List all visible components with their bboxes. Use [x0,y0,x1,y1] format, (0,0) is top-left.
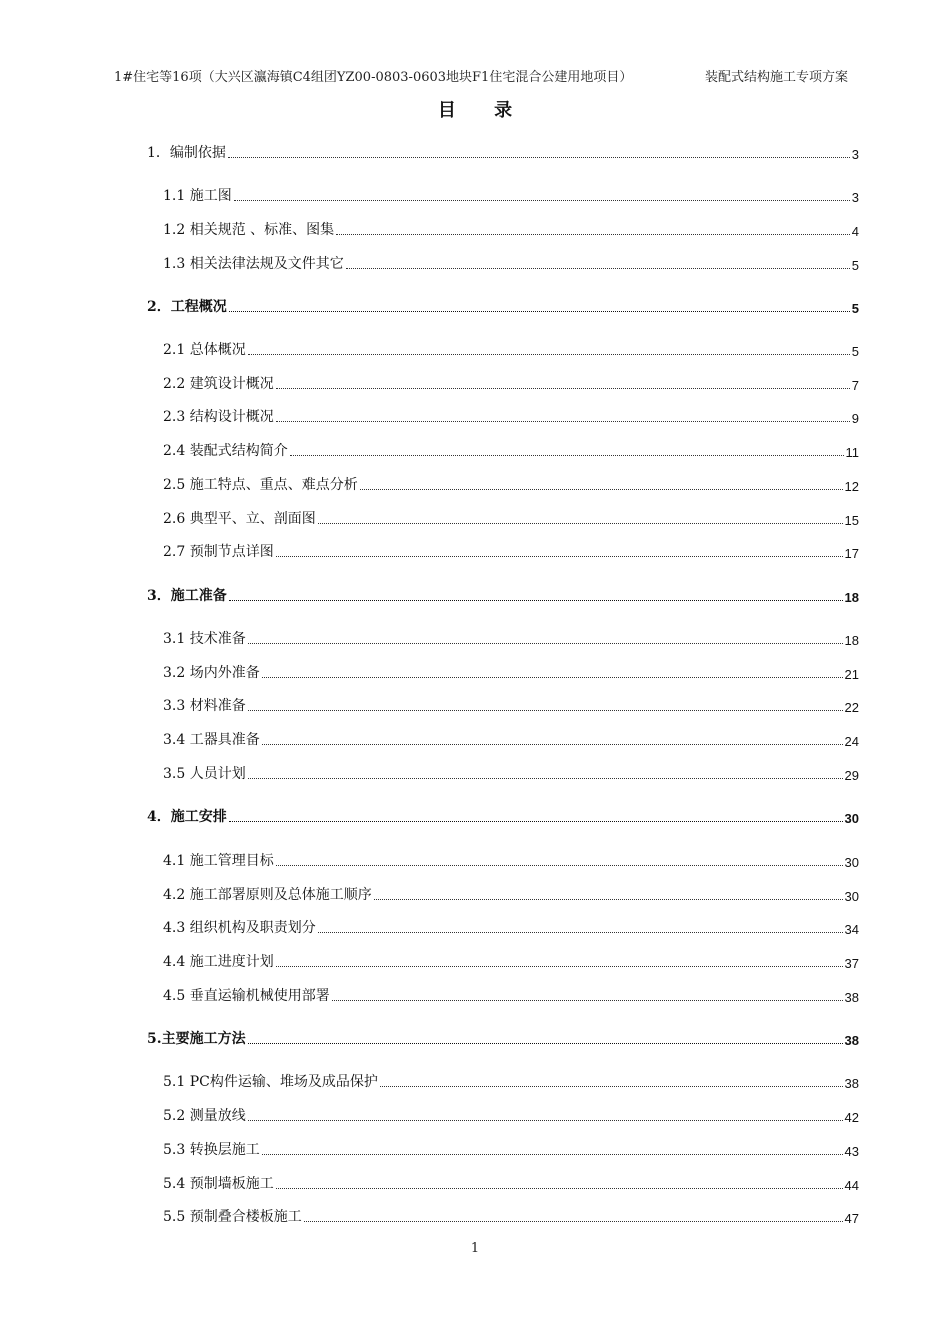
toc-dot-leader [360,488,843,490]
toc-entry-page: 17 [844,546,859,561]
toc-entry[interactable] [163,850,859,870]
toc-entry-title: 2.7 预制节点详图 [163,544,274,560]
toc-dot-leader [248,1119,843,1121]
toc-entry-title: 5.5 预制叠合楼板施工 [163,1209,302,1225]
toc-entry-title: 5.主要施工方法 [147,1031,246,1047]
project-title: 1#住宅等16项（大兴区瀛海镇C4组团YZ00-0803-0603地块F1住宅混合公建用地项目） [114,70,633,85]
toc-entry-title: 3．施工准备 [147,588,227,604]
toc-entry-page: 47 [844,1211,859,1226]
toc-dot-leader [276,420,850,422]
toc-dot-leader [276,1187,843,1189]
toc-entry[interactable] [163,951,859,971]
toc-entry-page: 38 [844,1033,859,1048]
toc-entry-page: 38 [844,990,859,1005]
toc-entry-title: 2.2 建筑设计概况 [163,376,274,392]
toc-entry-title: 2．工程概况 [147,299,227,315]
toc-entry-page: 38 [844,1076,859,1091]
toc-entry[interactable] [163,695,859,715]
toc-entry-page: 9 [851,411,859,426]
toc-entry[interactable] [163,662,859,682]
toc-dot-leader [248,709,843,711]
toc-entry-title: 1．编制依据 [147,145,226,161]
toc-dot-leader [318,522,843,524]
toc-dot-leader [229,599,843,601]
toc-entry[interactable] [147,1028,859,1048]
toc-entry-page: 43 [844,1144,859,1159]
toc-entry-page: 42 [844,1110,859,1125]
toc-entry[interactable] [163,985,859,1005]
toc-entry-page: 4 [851,224,859,239]
toc-dot-leader [336,233,850,235]
toc-dot-leader [262,676,843,678]
toc-dot-leader [262,1153,843,1155]
toc-entry-title: 5.3 转换层施工 [163,1142,260,1158]
toc-entry-page: 7 [851,378,859,393]
toc-entry-page: 5 [851,301,859,316]
toc-entry[interactable] [147,142,859,162]
toc-dot-leader [276,555,843,557]
toc-dot-leader [346,267,850,269]
toc-entry[interactable] [163,884,859,904]
toc-entry-title: 4.3 组织机构及职责划分 [163,920,316,936]
toc-entry-title: 1.1 施工图 [163,188,232,204]
toc-entry-page: 5 [851,344,859,359]
toc-entry-title: 3.5 人员计划 [163,766,246,782]
toc-entry-title: 4.2 施工部署原则及总体施工顺序 [163,887,372,903]
toc-entry-page: 12 [844,479,859,494]
toc-entry-title: 2.4 装配式结构简介 [163,443,288,459]
toc-dot-leader [374,898,843,900]
toc-dot-leader [318,931,843,933]
toc-entry-page: 3 [851,147,859,162]
toc-dot-leader [248,642,843,644]
toc-entry[interactable] [163,1139,859,1159]
toc-entry-page: 5 [851,258,859,273]
toc-entry-title: 4.1 施工管理目标 [163,853,274,869]
toc-dot-leader [276,864,843,866]
toc-entry-page: 24 [844,734,859,749]
toc-dot-leader [229,310,850,312]
toc-dot-leader [332,999,843,1001]
toc-entry[interactable] [163,1206,859,1226]
toc-entry-page: 30 [844,811,859,826]
toc-entry-title: 3.4 工器具准备 [163,732,260,748]
toc-entry[interactable] [163,373,859,393]
toc-entry-title: 3.1 技术准备 [163,631,246,647]
toc-dot-leader [234,199,850,201]
toc-entry-page: 18 [844,590,859,605]
toc-entry[interactable] [163,763,859,783]
toc-entry[interactable] [163,339,859,359]
toc-entry-page: 3 [851,190,859,205]
toc-entry[interactable] [163,406,859,426]
toc-dot-leader [229,820,843,822]
toc-entry-page: 29 [844,768,859,783]
toc-entry[interactable] [163,1105,859,1125]
toc-entry-page: 34 [844,922,859,937]
toc-dot-leader [248,353,850,355]
toc-entry-title: 4.5 垂直运输机械使用部署 [163,988,330,1004]
toc-entry-page: 11 [845,445,859,460]
toc-dot-leader [248,777,843,779]
toc-entry-page: 21 [844,667,859,682]
toc-dot-leader [290,454,844,456]
toc-entry[interactable] [163,185,859,205]
toc-entry-title: 2.3 结构设计概况 [163,409,274,425]
toc-entry-page: 44 [844,1178,859,1193]
toc-dot-leader [248,1042,843,1044]
toc-entry-title: 2.1 总体概况 [163,342,246,358]
toc-entry-title: 5.4 预制墙板施工 [163,1176,274,1192]
page-number: 1 [470,1241,480,1256]
toc-entry-title: 4.4 施工进度计划 [163,954,274,970]
toc-entry-title: 5.2 测量放线 [163,1108,246,1124]
toc-entry[interactable] [163,508,859,528]
toc-entry-title: 1.2 相关规范 、标准、图集 [163,222,335,238]
toc-dot-leader [228,156,850,158]
toc-dot-leader [380,1085,843,1087]
toc-entry-page: 37 [844,956,859,971]
toc-entry[interactable] [163,474,859,494]
toc-dot-leader [276,387,850,389]
toc-entry[interactable] [163,628,859,648]
toc-entry[interactable] [163,440,859,460]
toc-entry-title: 2.6 典型平、立、剖面图 [163,511,316,527]
toc-dot-leader [262,743,843,745]
toc-entry[interactable] [163,541,859,561]
toc-entry[interactable] [163,1071,859,1091]
toc-dot-leader [304,1220,843,1222]
toc-entry[interactable] [163,219,859,239]
toc-entry-page: 18 [844,633,859,648]
toc-entry[interactable] [147,585,859,605]
toc-entry[interactable] [163,253,859,273]
toc-entry-title: 1.3 相关法律法规及文件其它 [163,256,344,272]
toc-entry[interactable] [147,296,859,316]
toc-entry[interactable] [163,1173,859,1193]
toc-entry[interactable] [163,917,859,937]
plan-title: 装配式结构施工专项方案 [704,70,848,85]
toc-heading: 目 录 [437,100,529,121]
toc-entry-title: 3.2 场内外准备 [163,665,260,681]
toc-entry-page: 30 [844,855,859,870]
toc-entry-page: 22 [844,700,859,715]
toc-entry-title: 5.1 PC构件运输、堆场及成品保护 [163,1074,378,1090]
toc-entry-title: 3.3 材料准备 [163,698,246,714]
toc-entry[interactable] [163,729,859,749]
toc-entry-page: 30 [844,889,859,904]
toc-entry[interactable] [147,806,859,826]
toc-entry-title: 2.5 施工特点、重点、难点分析 [163,477,358,493]
toc-dot-leader [276,965,843,967]
toc-entry-title: 4．施工安排 [147,809,227,825]
toc-entry-page: 15 [844,513,859,528]
